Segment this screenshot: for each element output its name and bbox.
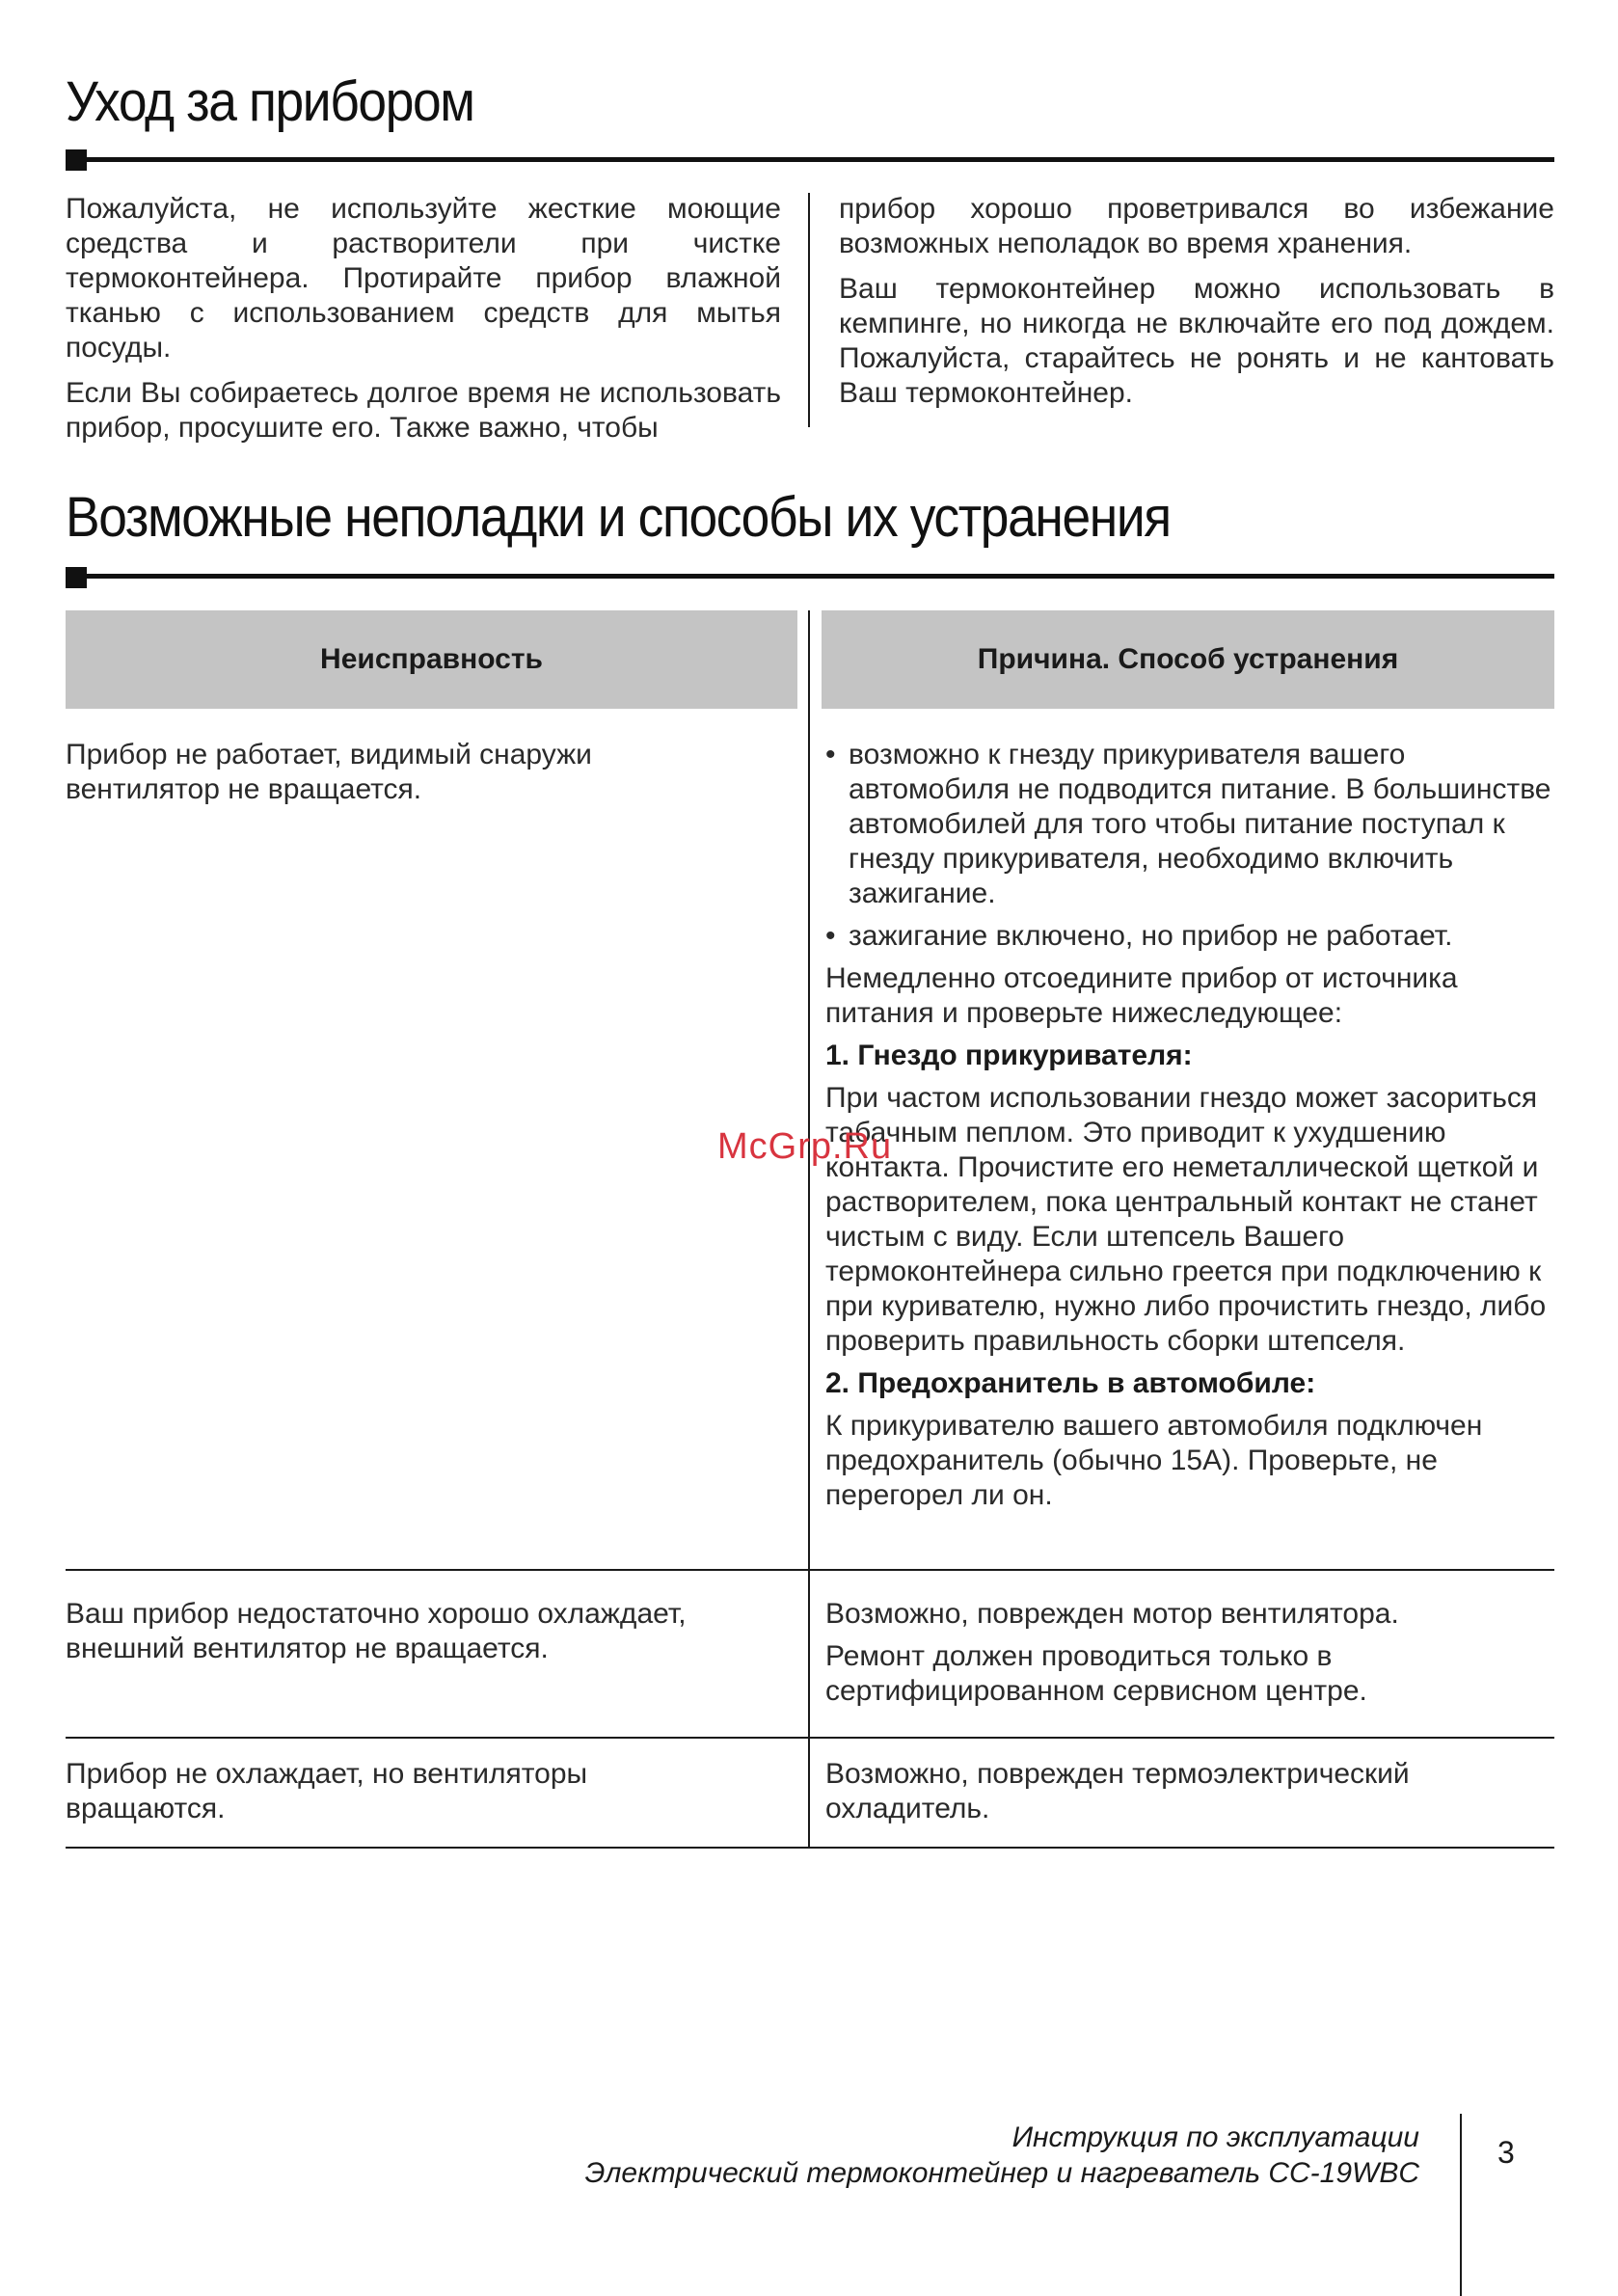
watermark: McGrp.Ru: [717, 1126, 893, 1167]
table-header-fault: Неисправность: [66, 610, 797, 709]
fault-text: Ваш прибор недостаточно хорошо охлаждает, внешний вентилятор не вращается.: [66, 1598, 687, 1664]
care-section-title: Уход за прибором: [66, 70, 474, 133]
table-row-1-fault: [66, 738, 741, 815]
footer-product-name: Электрический термоконтейнер и нагреватель CC-19WBC: [584, 2157, 1419, 2189]
cause-text: Возможно, поврежден термоэлектрический охладитель.: [825, 1758, 1410, 1824]
fault-text: Прибор не охлаждает, но вентиляторы вращаются.: [66, 1758, 588, 1824]
cause-text: Возможно, поврежден мотор вентилятора.: [825, 1598, 1399, 1630]
footer-divider: [1460, 2114, 1462, 2296]
care-right-column: [839, 192, 1554, 421]
subheading-lighter-socket: 1. Гнездо прикуривателя:: [825, 1040, 1193, 1071]
table-row-separator: [66, 1569, 1554, 1571]
table-bottom-border: [66, 1847, 1554, 1849]
subheading-car-fuse: 2. Предохранитель в автомобиле:: [825, 1367, 1316, 1399]
cause-intro: Немедленно отсоедините прибор от источника питания и проверьте нижеследующее:: [825, 962, 1458, 1029]
footer-manual-label: Инструкция по эксплуатации: [1011, 2121, 1419, 2153]
table-row-separator: [66, 1737, 1554, 1739]
table-row-2-fault: [66, 1597, 779, 1674]
table-row-2-cause: [825, 1597, 1554, 1716]
care-column-divider: [808, 193, 810, 427]
care-paragraph: прибор хорошо проветривался во избежание возможных неполадок во время хранения.: [839, 193, 1554, 259]
table-row-3-cause: [825, 1757, 1520, 1834]
bullet-icon: •: [825, 739, 836, 770]
fault-text: Прибор не работает, видимый снаружи вентилятор не вращается.: [66, 739, 592, 805]
page-number: 3: [1497, 2135, 1515, 2170]
care-title-rule-marker: [66, 149, 87, 171]
troubleshooting-title-rule: [66, 574, 1554, 579]
table-row-3-fault: [66, 1757, 741, 1834]
care-paragraph: Ваш термоконтейнер можно использовать в кемпинге, но никогда не включайте его под дождем. Пожалуйста, старайтесь не ронять и не кантовать Ваш термоконтейнер.: [839, 273, 1554, 409]
list-item: • возможно к гнезду прикуривателя вашего автомобиля не подводится питание. В большинстве автомобилей для того чтобы питание поступал к гнезду прикуривателя, необходимо включить зажигание.: [825, 739, 1551, 909]
car-fuse-text: К прикуривателю вашего автомобиля подключен предохранитель (обычно 15А). Проверьте, не перегорел ли он.: [825, 1410, 1483, 1511]
care-paragraph: Если Вы собираетесь долгое время не использовать прибор, просушите его. Также важно, чтобы: [66, 377, 781, 444]
table-header-cause: Причина. Способ устранения: [822, 610, 1554, 709]
table-row-1-cause: [825, 738, 1554, 1521]
care-title-rule: [66, 157, 1554, 162]
list-item: • зажигание включено, но прибор не работает.: [825, 920, 1453, 952]
troubleshooting-section-title: Возможные неполадки и способы их устранения: [66, 486, 1171, 549]
troubleshooting-title-rule-marker: [66, 567, 87, 588]
cause-text: Ремонт должен проводиться только в сертифицированном сервисном центре.: [825, 1640, 1367, 1707]
table-column-divider: [808, 610, 810, 1849]
care-left-column: [66, 192, 781, 456]
care-paragraph: Пожалуйста, не используйте жесткие моющие средства и растворители при чистке термоконтейнера. Протирайте прибор влажной тканью с использованием средств для мытья посуды.: [66, 193, 781, 364]
bullet-icon: •: [825, 920, 836, 952]
lighter-socket-text: При частом использовании гнездо может засориться табачным пеплом. Это приводит к ухудшению контакта. Прочистите его неметаллической щеткой и растворителем, пока центральный контакт не станет чистым с виду. Если штепсель Вашего термоконтейнера сильно греется при подключению к при куривателю, нужно либо прочистить гнездо, либо проверить правильность сборки штепселя.: [825, 1082, 1547, 1357]
